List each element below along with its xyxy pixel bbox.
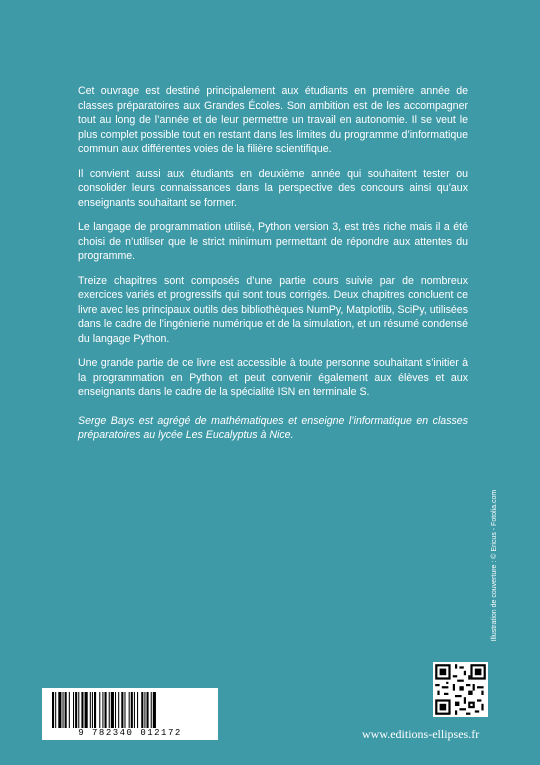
illustration-credit (489, 470, 501, 660)
paragraph-audience: Une grande partie de ce livre est accessible à toute personne souhaitant s’initier à la programmation en Python et peut convenir également aux élèves et aux enseignants dans le cadre de la spécialité ISN en terminale S. (78, 357, 468, 398)
qr-code-graphic (433, 662, 488, 717)
paragraph-second-year: Il convient aussi aux étudiants en deuxième année qui souhaitent tester ou consolider leurs connaissances dans la perspective des concours ainsi qu’aux enseignants souhaitant se former. (78, 167, 468, 209)
paragraph-intro: Cet ouvrage est destiné principalement aux étudiants en première année de classes préparatoires aux Grandes Écoles. Son ambition est de les accompagner tout au long de l’année et de leur permettre un travail en autonomie. Il se veut le plus complet possible tout en restant dans les limites du programme d’informatique commun aux différentes voies de la filière scientifique. (78, 85, 468, 155)
qr-code (433, 662, 488, 717)
paragraph-python: Le langage de programmation utilisé, Python version 3, est très riche mais il a été choisi de n’utiliser que le strict minimum permettant de répondre aux attentes du programme. (78, 221, 468, 262)
illustration-credit-text: Illustration de couverture : © Ericus - Fotolia.com (491, 489, 499, 641)
publisher-website: www.editions-ellipses.fr (362, 727, 480, 741)
author-note: Serge Bays est agrégé de mathématiques et enseigne l’informatique en classes préparatoires au lycée Les Eucalyptus à Nice. (78, 414, 468, 441)
back-cover-text (78, 84, 468, 453)
isbn-barcode (42, 688, 218, 740)
barcode-bars (50, 692, 210, 728)
paragraph-chapters: Treize chapitres sont composés d’une partie cours suivie par de nombreux exercices variés et progressifs qui sont tous corrigés. Deux chapitres concluent ce livre avec les principaux outils des bibliothèques NumPy, Matplotlib, SciPy, utilisées dans le cadre de l’ingénierie numérique et de la simulation, et un résumé condensé du langage Python. (78, 274, 468, 345)
isbn-digits: 9 782340 012172 (78, 728, 182, 738)
